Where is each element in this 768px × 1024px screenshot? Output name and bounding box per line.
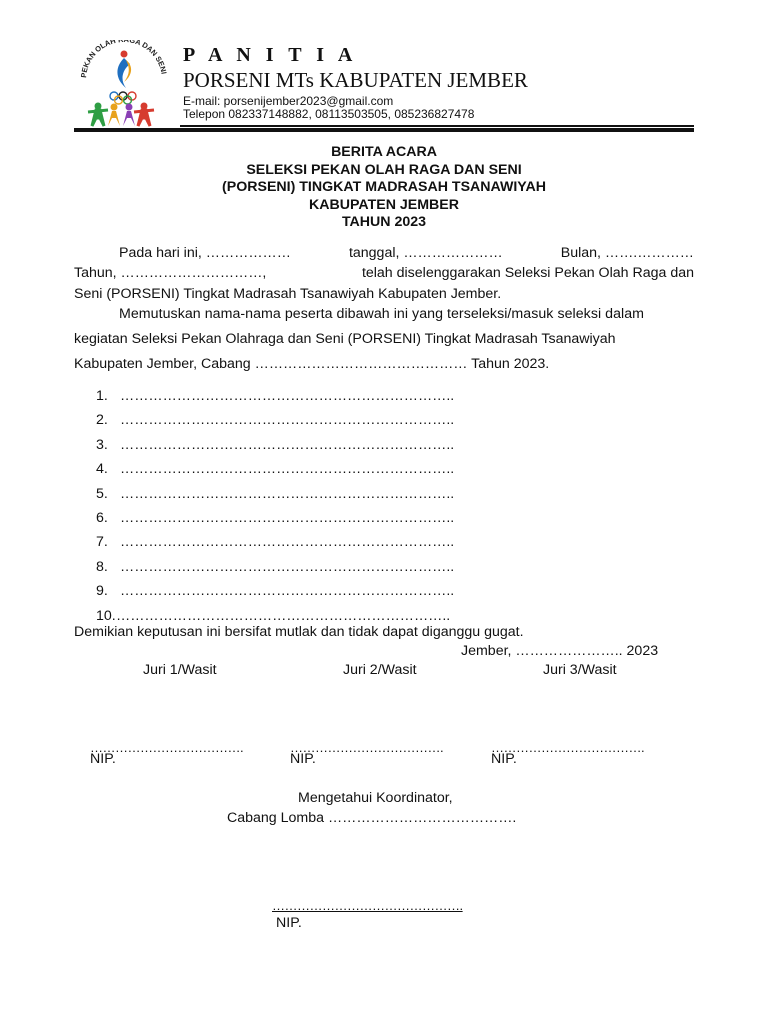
header-rule-thick — [74, 128, 694, 132]
document-heading — [74, 144, 694, 232]
paragraph-2-line-2: kegiatan Seleksi Pekan Olahraga dan Seni (PORSENI) Tingkat Madrasah Tsanawiyah — [74, 331, 616, 347]
list-item: 7. …………………………………………………………….. — [96, 534, 455, 551]
text-segment: Pada hari ini, ……………… — [119, 245, 291, 261]
list-item: 1. …………………………………………………………….. — [96, 388, 455, 404]
place-date: Jember, ………………….. 2023 — [461, 643, 659, 659]
list-item: 6. …………………………………………………………….. — [96, 509, 455, 526]
judge-3-label: Juri 3/Wasit — [543, 662, 617, 678]
list-item: 4. …………………………………………………………….. — [96, 461, 455, 478]
coordinator-label: Mengetahui Koordinator, — [298, 790, 453, 806]
judge-2-signature-line: ………………………………. — [290, 740, 444, 755]
list-item: 5. …………………………………………………………….. — [96, 485, 455, 502]
paragraph-1-line-3: Seni (PORSENI) Tingkat Madrasah Tsanawiyah Kabupaten Jember. — [74, 286, 502, 302]
judge-3-nip: NIP. — [491, 751, 517, 767]
text-segment: telah diselenggarakan Seleksi Pekan Olah Raga dan — [361, 265, 694, 281]
heading-line: BERITA ACARA — [331, 144, 437, 160]
judge-2-nip: NIP. — [290, 751, 316, 767]
paragraph-2-line-1: Memutuskan nama-nama peserta dibawah ini yang terseleksi/masuk seleksi dalam — [119, 306, 645, 322]
list-item: 8. …………………………………………………………….. — [96, 558, 455, 575]
text-segment: Bulan, …….………… — [560, 245, 694, 261]
paragraph-1-line-2 — [74, 265, 694, 281]
judge-2-label: Juri 2/Wasit — [343, 662, 417, 678]
judge-1-label: Juri 1/Wasit — [143, 662, 217, 678]
list-item: 2. …………………………………………………………….. — [96, 412, 455, 429]
heading-line: SELEKSI PEKAN OLAH RAGA DAN SENI — [246, 161, 522, 178]
svg-text:PEKAN OLAH RAGA DAN SENI: PEKAN OLAH GA DAN SENI — [79, 40, 169, 79]
coordinator-nip: NIP. — [276, 915, 302, 931]
telepon: Telepon 082337148882, 08113503505, 085236827478 — [183, 107, 475, 121]
paragraph-1-line-1 — [119, 245, 694, 261]
list-item: 9. …………………………………………………………….. — [96, 583, 455, 600]
branch-label: Cabang Lomba …………………………………. — [227, 810, 517, 826]
judge-1-signature-line: ………………………………. — [90, 740, 244, 755]
committee-subtitle: PORSENI MTs KABUPATEN JEMBER — [183, 68, 528, 92]
paragraph-2-line-3: Kabupaten Jember, Cabang ……………………………………… Tahun 2023. — [74, 356, 550, 372]
heading-line: KABUPATEN JEMBER — [308, 196, 460, 213]
porseni-logo — [74, 40, 174, 130]
closing-statement: Demikian keputusan ini bersifat mutlak dan tidak dapat diganggu gugat. — [74, 624, 524, 640]
list-item: 3. …………………………………………………………….. — [96, 436, 455, 453]
heading-line: (PORSENI) TINGKAT MADRASAH TSANAWIYAH — [222, 179, 546, 195]
committee-title: P A N I T I A — [183, 44, 358, 66]
coordinator-signature-line: ………………………………………. — [272, 898, 463, 913]
heading-line: TAHUN 2023 — [341, 214, 427, 230]
list-item: 10.…………………………………………………………….. — [96, 607, 451, 624]
header-rule-thin — [180, 125, 694, 127]
email: E-mail: porsenijember2023@gmail.com — [183, 94, 394, 108]
judge-1-nip: NIP. — [90, 751, 116, 767]
participant-list — [96, 384, 454, 628]
text-segment: Tahun, …………………………, — [74, 265, 267, 281]
text-segment: tanggal, ………………… — [348, 245, 503, 261]
judge-3-signature-line: ………………………………. — [491, 740, 645, 755]
